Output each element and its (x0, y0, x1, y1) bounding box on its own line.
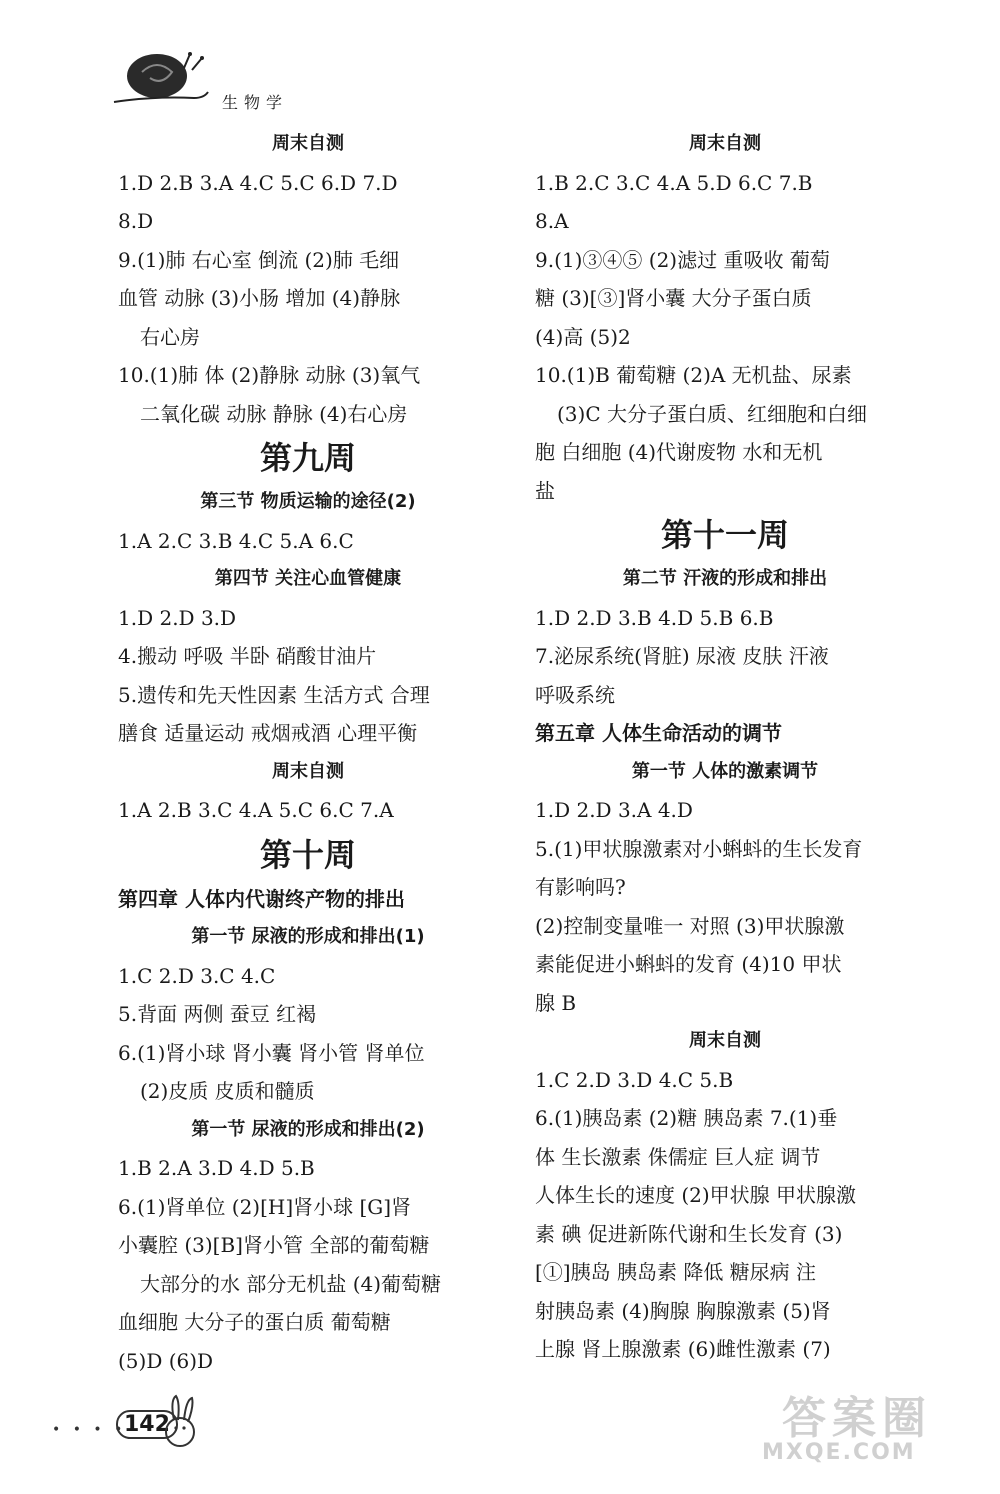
subject-title: 生物学 (222, 93, 289, 112)
week-heading: 第九周 (259, 439, 356, 477)
section-heading: 周末自测 (272, 760, 344, 782)
section-heading: 第一节 尿液的形成和排出(1) (191, 926, 425, 947)
answer-line: 7.泌尿系统(肾脏) 尿液 皮肤 汗液 (535, 644, 829, 668)
answer-line: 1.D 2.D 3.A 4.D (535, 798, 693, 822)
section-heading: 第一节 尿液的形成和排出(2) (191, 1118, 425, 1140)
answer-line: 9.(1)肺 右心室 倒流 (2)肺 毛细 (118, 247, 400, 272)
answer-line: 糖 (3)[③]肾小囊 大分子蛋白质 (535, 286, 812, 310)
answer-line: 1.D 2.D 3.B 4.D 5.B 6.B (535, 605, 774, 630)
section-heading: 第四节 关注心血管健康 (214, 568, 402, 589)
answer-line: 5.(1)甲状腺激素对小蝌蚪的生长发育 (535, 836, 863, 861)
answer-line: 9.(1)③④⑤ (2)滤过 重吸收 葡萄 (535, 247, 830, 272)
answer-line: (2)控制变量唯一 对照 (3)甲状腺激 (535, 913, 845, 938)
answer-line: 右心房 (140, 324, 200, 349)
answer-line: 有影响吗? (535, 875, 626, 899)
section-heading: 第一节 人体的激素调节 (631, 760, 819, 782)
answer-line: 8.D (118, 209, 154, 233)
rabbit-icon (158, 1394, 202, 1450)
answer-line: 呼吸系统 (535, 682, 615, 707)
answer-line: [①]胰岛 胰岛素 降低 糖尿病 注 (535, 1260, 817, 1284)
answer-line: 1.C 2.D 3.D 4.C 5.B (535, 1067, 734, 1092)
answer-line: 1.B 2.A 3.D 4.D 5.B (118, 1156, 315, 1180)
answer-line: 小囊腔 (3)[B]肾小管 全部的葡萄糖 (118, 1233, 430, 1257)
answer-line: 1.D 2.D 3.D (118, 605, 237, 630)
page-footer (52, 1392, 202, 1452)
answer-line: 1.A 2.C 3.B 4.C 5.A 6.C (118, 528, 354, 553)
answer-line: 射胰岛素 (4)胸腺 胸腺激素 (5)肾 (535, 1298, 831, 1323)
answer-line: 6.(1)肾单位 (2)[H]肾小球 [G]肾 (118, 1194, 412, 1219)
answer-line: 人体生长的速度 (2)甲状腺 甲状腺激 (535, 1183, 857, 1207)
footprint-dots: • • • • (52, 1422, 127, 1438)
section-heading: 第二节 汗液的形成和排出 (622, 568, 828, 589)
answer-line: 1.D 2.B 3.A 4.C 5.C 6.D 7.D (118, 170, 398, 195)
watermark (752, 1382, 982, 1472)
chapter-heading: 第五章 人体生命活动的调节 (535, 721, 782, 745)
answer-line: 1.C 2.D 3.C 4.C (118, 963, 276, 988)
answer-line: (4)高 (5)2 (535, 324, 631, 349)
page-header (112, 50, 372, 120)
chapter-heading: 第四章 人体内代谢终产物的排出 (118, 886, 405, 911)
section-heading: 周末自测 (689, 1030, 761, 1051)
watermark-text: 答案圈 (782, 1393, 932, 1444)
answer-line: 1.A 2.B 3.C 4.A 5.C 6.C 7.A (118, 798, 394, 822)
answer-line: 5.遗传和先天性因素 生活方式 合理 (118, 682, 430, 707)
answer-line: 素 碘 促进新陈代谢和生长发育 (3) (535, 1221, 843, 1246)
answer-line: 10.(1)B 葡萄糖 (2)A 无机盐、尿素 (535, 363, 852, 387)
right-column (535, 125, 915, 1369)
answer-line: 上腺 肾上腺激素 (6)雌性激素 (7) (535, 1337, 831, 1361)
answer-line: 盐 (535, 478, 555, 503)
answer-line: (5)D (6)D (118, 1348, 214, 1373)
answer-line: 5.背面 两侧 蚕豆 红褐 (118, 1002, 317, 1026)
answer-line: 腺 B (535, 990, 577, 1015)
left-column (118, 125, 498, 1380)
answer-line: (3)C 大分子蛋白质、红细胞和白细 (557, 401, 867, 426)
answer-line: 1.B 2.C 3.C 4.A 5.D 6.C 7.B (535, 170, 813, 195)
answer-line: 二氧化碳 动脉 静脉 (4)右心房 (140, 401, 408, 426)
section-heading: 第三节 物质运输的途径(2) (200, 491, 416, 512)
answer-line: 膳食 适量运动 戒烟戒酒 心理平衡 (118, 721, 418, 745)
answer-line: (2)皮质 皮质和髓质 (140, 1079, 315, 1103)
watermark-url: MXQE.COM (762, 1440, 916, 1465)
answer-line: 10.(1)肺 体 (2)静脉 动脉 (3)氧气 (118, 363, 421, 387)
section-heading: 周末自测 (689, 133, 761, 154)
answer-line: 大部分的水 部分无机盐 (4)葡萄糖 (140, 1271, 442, 1296)
answer-line: 体 生长激素 侏儒症 巨人症 调节 (535, 1144, 821, 1169)
answer-line: 8.A (535, 209, 569, 233)
answer-line: 6.(1)胰岛素 (2)糖 胰岛素 7.(1)垂 (535, 1106, 838, 1130)
week-heading: 第十周 (259, 835, 356, 874)
week-heading: 第十一周 (660, 516, 789, 554)
answer-line: 血细胞 大分子的蛋白质 葡萄糖 (118, 1310, 391, 1334)
answer-line: 血管 动脉 (3)小肠 增加 (4)静脉 (118, 286, 401, 310)
snail-icon (112, 50, 217, 110)
answer-line: 胞 白细胞 (4)代谢废物 水和无机 (535, 440, 823, 464)
answer-line: 4.搬动 呼吸 半卧 硝酸甘油片 (118, 644, 377, 668)
page-number: 142 (116, 1410, 178, 1439)
answer-line: 素能促进小蝌蚪的发育 (4)10 甲状 (535, 952, 842, 976)
answer-line: 6.(1)肾小球 肾小囊 肾小管 肾单位 (118, 1040, 425, 1065)
section-heading: 周末自测 (272, 133, 344, 154)
